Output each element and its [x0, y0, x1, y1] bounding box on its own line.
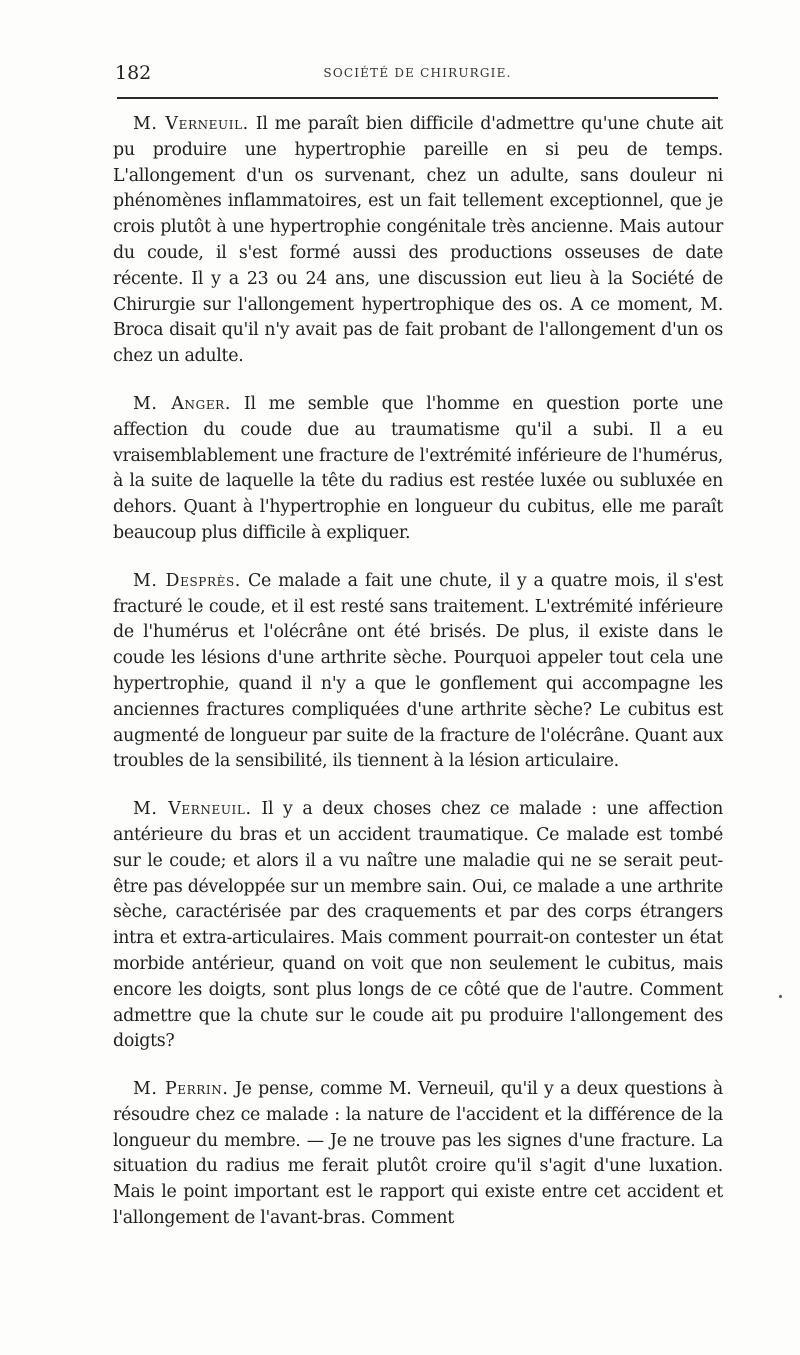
- ink-speck: [779, 995, 782, 998]
- paragraph-perrin: [113, 1077, 723, 1232]
- speaker-name: M. Verneuil.: [133, 114, 249, 134]
- paragraph-text: Je pense, comme M. Verneuil, qu'il y a deux questions à résoudre chez ce malade : la nature de l'accident et la différence de la longueur du membre. — Je ne trouve pas les signes d'une fracture. La situation du radius me ferait plutôt croire qu'il s'agit d'une luxation. Mais le point important est le rapport qui existe entre cet accident et l'allongement de l'avant-bras. Comment: [113, 1079, 723, 1229]
- speaker-name: M. Anger.: [133, 393, 231, 414]
- speaker-name: M. Perrin.: [133, 1079, 229, 1100]
- running-title: SOCIÉTÉ DE CHIRURGIE.: [323, 66, 512, 80]
- paragraph-verneuil-2: [113, 797, 723, 1055]
- header-rule: [117, 97, 718, 99]
- paragraph-text: Il me paraît bien difficile d'admettre qu'une chute ait pu produire une hypertrophie pareille en si peu de temps. L'allongement d'un os survenant, chez un adulte, sans douleur ni phénomènes inflammatoires, est un fait tellement exceptionnel, que je crois plutôt à une hypertrophie congénitale très ancienne. Mais autour du coude, il s'est formé aussi des productions osseuses de date récente. Il y a 23 ou 24 ans, une discussion eut lieu à la Société de Chirurgie sur l'allongement hypertrophique des os. A ce moment, M. Broca disait qu'il n'y avait pas de fait probant de l'allongement d'un os chez un adulte.: [113, 114, 723, 367]
- body-text: [113, 112, 723, 1254]
- page-number: 182: [115, 62, 152, 84]
- paragraph-despres: [113, 569, 723, 775]
- paragraph-anger: [113, 392, 723, 547]
- speaker-name: M. Verneuil.: [133, 799, 252, 820]
- paragraph-text: Il me semble que l'homme en question porte une affection du coude due au traumatisme qu'il a subi. Il a eu vraisemblablement une fracture de l'extrémité inférieure de l'humérus, à la suite de laquelle la tête du radius est restée luxée ou subluxée en dehors. Quant à l'hypertrophie en longueur du cubitus, elle me paraît beaucoup plus difficile à expliquer.: [113, 393, 724, 543]
- paragraph-verneuil-1: [113, 112, 723, 370]
- paragraph-text: Ce malade a fait une chute, il y a quatre mois, il s'est fracturé le coude, et il est resté sans traitement. L'extrémité inférieure de l'humérus et l'olécrâne ont été brisés. De plus, il existe dans le coude les lésions d'une arthrite sèche. Pourquoi appeler tout cela une hypertrophie, quand il n'y a que le gonflement qui accompagne les anciennes fractures compliquées d'une arthrite sèche? Le cubitus est augmenté de longueur par suite de la fracture de l'olécrâne. Quant aux troubles de la sensibilité, ils tiennent à la lésion articulaire.: [113, 570, 723, 772]
- paragraph-text: Il y a deux choses chez ce malade : une affection antérieure du bras et un accident traumatique. Ce malade est tombé sur le coude; et alors il a vu naître une maladie qui ne se serait peut-être pas développée sur un membre sain. Oui, ce malade a une arthrite sèche, caractérisée par des craquements et par des corps étrangers intra et extra-articulaires. Mais comment pourrait-on contester un état morbide antérieur, quand on voit que non seulement le cubitus, mais encore les doigts, sont plus longs de ce côté que de l'autre. Comment admettre que la chute sur le coude ait pu produire l'allongement des doigts?: [113, 799, 724, 1052]
- speaker-name: M. Desprès.: [133, 570, 241, 591]
- page-header: [115, 62, 720, 86]
